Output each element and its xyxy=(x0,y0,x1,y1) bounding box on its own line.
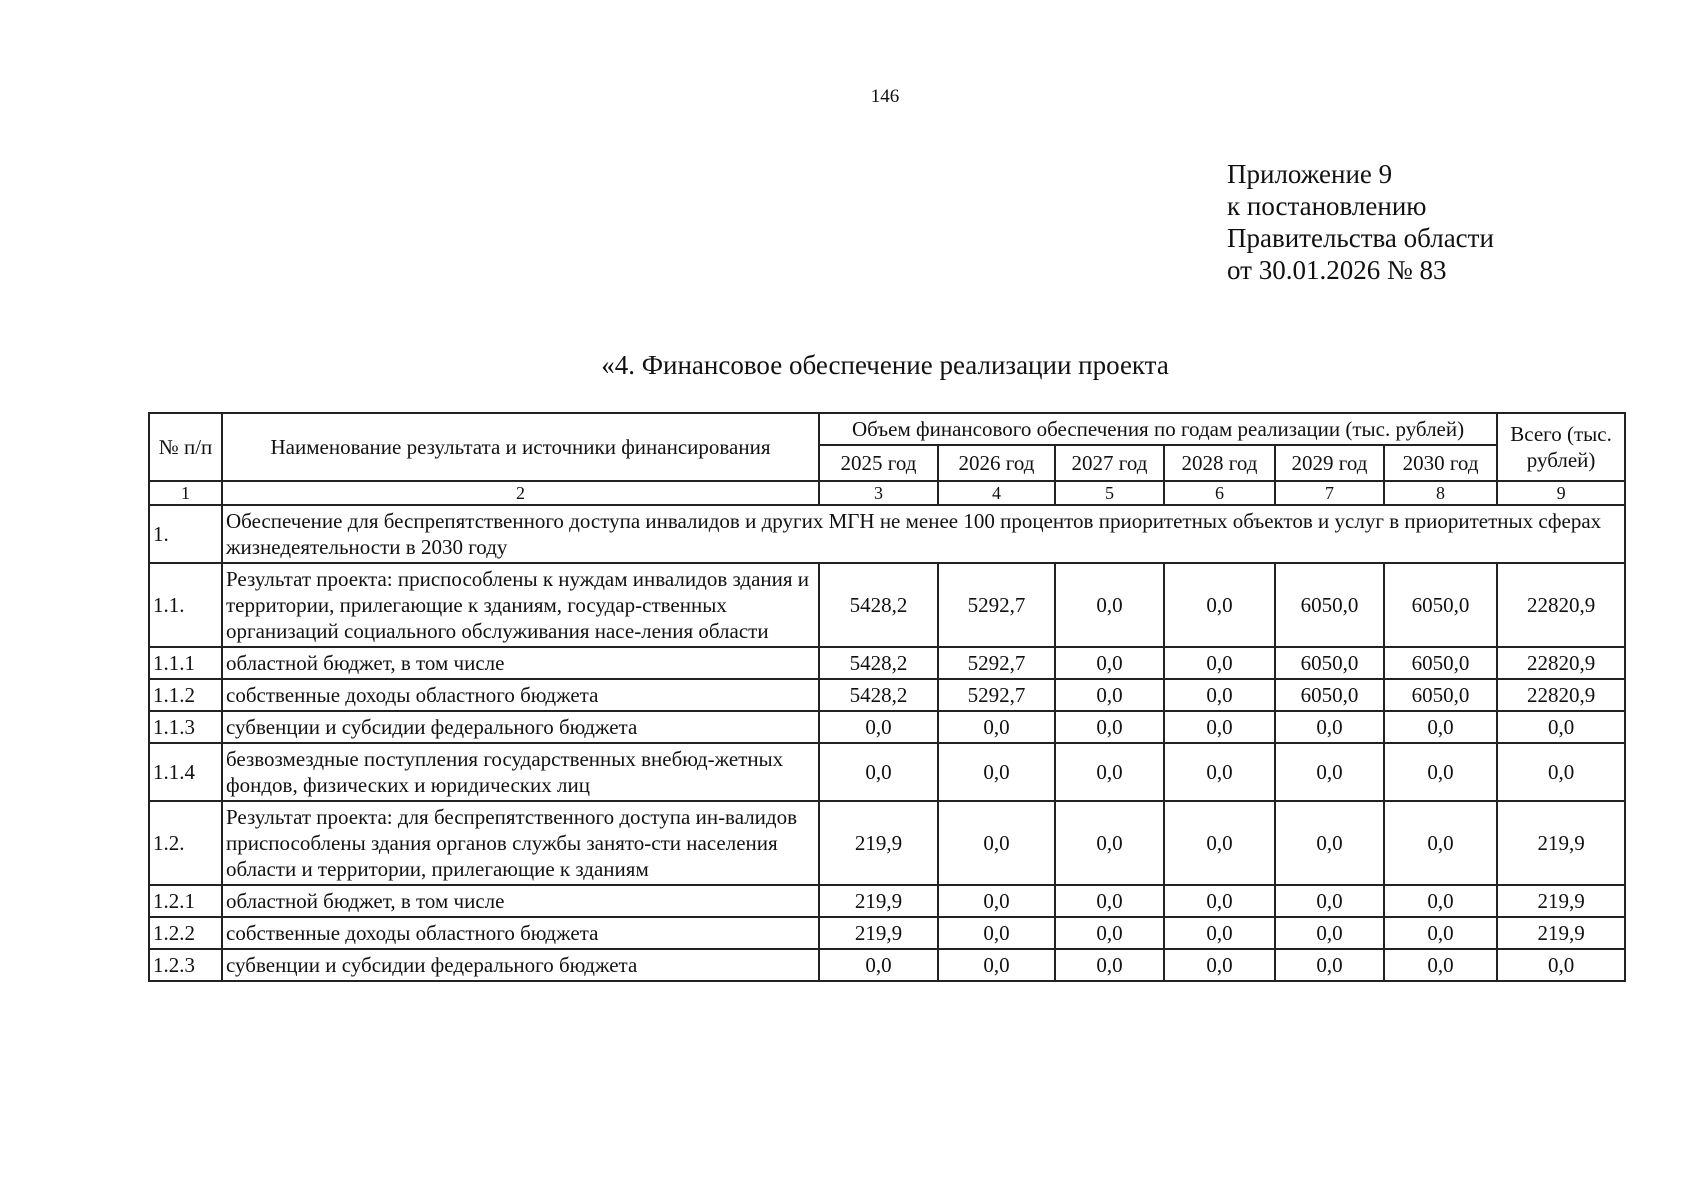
row-value: 22820,9 xyxy=(1497,647,1625,679)
row-value: 0,0 xyxy=(1164,711,1275,743)
row-value: 0,0 xyxy=(1164,679,1275,711)
row-name: Результат проекта: приспособлены к нуждам инвалидов здания и территории, прилегающие к зданиям, государ-ственных организаций социального обслуживания насе-ления области xyxy=(222,563,819,647)
header-volume: Объем финансового обеспечения по годам реализации (тыс. рублей) xyxy=(819,413,1497,445)
row-value: 219,9 xyxy=(1497,917,1625,949)
row-value: 0,0 xyxy=(1497,949,1625,981)
row-value: 219,9 xyxy=(819,801,938,885)
header-year: 2026 год xyxy=(938,445,1055,481)
row-value: 6050,0 xyxy=(1384,679,1497,711)
row-value: 0,0 xyxy=(1275,885,1384,917)
row-value: 219,9 xyxy=(819,917,938,949)
row-name: безвозмездные поступления государственных внебюд-жетных фондов, физических и юридических лиц xyxy=(222,743,819,801)
row-value: 0,0 xyxy=(1384,801,1497,885)
row-value: 0,0 xyxy=(1164,949,1275,981)
row-value: 0,0 xyxy=(1055,801,1164,885)
row-value: 5292,7 xyxy=(938,647,1055,679)
row-value: 0,0 xyxy=(1055,917,1164,949)
row-value: 0,0 xyxy=(1164,917,1275,949)
row-value: 219,9 xyxy=(1497,801,1625,885)
row-value: 6050,0 xyxy=(1275,563,1384,647)
row-value: 0,0 xyxy=(1497,743,1625,801)
row-name: Результат проекта: для беспрепятственного доступа ин-валидов приспособлены здания органов службы занято-сти населения области и территории, прилегающие к зданиям xyxy=(222,801,819,885)
section-text: Обеспечение для беспрепятственного доступа инвалидов и других МГН не менее 100 процентов приоритетных объектов и услуг в приоритетных сферах жизнедеятельности в 2030 году xyxy=(222,505,1625,563)
row-value: 0,0 xyxy=(938,801,1055,885)
table-row xyxy=(149,885,1625,917)
row-value: 0,0 xyxy=(1275,801,1384,885)
table-row xyxy=(149,711,1625,743)
table-row xyxy=(149,949,1625,981)
row-value: 0,0 xyxy=(1055,711,1164,743)
row-value: 0,0 xyxy=(1164,563,1275,647)
row-value: 5428,2 xyxy=(819,679,938,711)
row-value: 0,0 xyxy=(1055,949,1164,981)
row-value: 0,0 xyxy=(1055,885,1164,917)
table-row xyxy=(149,563,1625,647)
row-number: 1.2. xyxy=(149,801,222,885)
row-name: субвенции и субсидии федерального бюджета xyxy=(222,949,819,981)
row-name: областной бюджет, в том числе xyxy=(222,885,819,917)
row-value: 0,0 xyxy=(1055,743,1164,801)
header-year: 2027 год xyxy=(1055,445,1164,481)
section-title: «4. Финансовое обеспечение реализации проекта xyxy=(601,350,1169,380)
table-row xyxy=(149,679,1625,711)
row-value: 0,0 xyxy=(819,743,938,801)
row-number: 1.1.2 xyxy=(149,679,222,711)
row-value: 5428,2 xyxy=(819,563,938,647)
row-value: 0,0 xyxy=(819,711,938,743)
financing-table xyxy=(148,412,1626,982)
row-value: 5292,7 xyxy=(938,679,1055,711)
appendix-line: Правительства области xyxy=(1227,223,1494,253)
row-number: 1.2.3 xyxy=(149,949,222,981)
row-number: 1. xyxy=(149,505,222,563)
row-value: 0,0 xyxy=(1384,885,1497,917)
row-value: 0,0 xyxy=(938,949,1055,981)
appendix-line: к постановлению xyxy=(1227,191,1427,221)
row-value: 0,0 xyxy=(1384,711,1497,743)
row-number: 1.1.4 xyxy=(149,743,222,801)
row-value: 0,0 xyxy=(1055,563,1164,647)
header-year: 2025 год xyxy=(819,445,938,481)
row-value: 5292,7 xyxy=(938,563,1055,647)
row-value: 22820,9 xyxy=(1497,563,1625,647)
column-index: 4 xyxy=(938,481,1055,505)
row-value: 0,0 xyxy=(1164,801,1275,885)
row-value: 0,0 xyxy=(938,885,1055,917)
row-name: собственные доходы областного бюджета xyxy=(222,679,819,711)
appendix-line: от 30.01.2026 № 83 xyxy=(1227,255,1447,285)
row-value: 0,0 xyxy=(1384,743,1497,801)
column-index: 7 xyxy=(1275,481,1384,505)
row-value: 0,0 xyxy=(1275,949,1384,981)
column-index: 9 xyxy=(1497,481,1625,505)
row-value: 0,0 xyxy=(1275,917,1384,949)
header-total: Всего (тыс. рублей) xyxy=(1497,413,1625,481)
column-index: 3 xyxy=(819,481,938,505)
table-row xyxy=(149,647,1625,679)
row-value: 0,0 xyxy=(1384,949,1497,981)
header-num: № п/п xyxy=(149,413,222,481)
row-value: 6050,0 xyxy=(1275,647,1384,679)
column-index: 2 xyxy=(222,481,819,505)
table-row xyxy=(149,743,1625,801)
column-index: 8 xyxy=(1384,481,1497,505)
page-number: 146 xyxy=(870,86,900,107)
row-number: 1.1. xyxy=(149,563,222,647)
row-value: 219,9 xyxy=(819,885,938,917)
row-value: 219,9 xyxy=(1497,885,1625,917)
row-name: субвенции и субсидии федерального бюджета xyxy=(222,711,819,743)
row-value: 0,0 xyxy=(1384,917,1497,949)
header-row xyxy=(149,413,1625,445)
row-value: 0,0 xyxy=(1164,743,1275,801)
table-row xyxy=(149,801,1625,885)
row-name: областной бюджет, в том числе xyxy=(222,647,819,679)
header-name: Наименование результата и источники финансирования xyxy=(222,413,819,481)
column-index: 6 xyxy=(1164,481,1275,505)
column-index: 1 xyxy=(149,481,222,505)
row-number: 1.1.3 xyxy=(149,711,222,743)
row-value: 0,0 xyxy=(1275,743,1384,801)
row-value: 0,0 xyxy=(1164,647,1275,679)
appendix-line: Приложение 9 xyxy=(1227,159,1393,189)
row-value: 0,0 xyxy=(819,949,938,981)
row-number: 1.1.1 xyxy=(149,647,222,679)
row-value: 6050,0 xyxy=(1384,647,1497,679)
row-number: 1.2.1 xyxy=(149,885,222,917)
row-number: 1.2.2 xyxy=(149,917,222,949)
column-index: 5 xyxy=(1055,481,1164,505)
row-value: 6050,0 xyxy=(1384,563,1497,647)
row-value: 0,0 xyxy=(1055,679,1164,711)
row-value: 0,0 xyxy=(938,743,1055,801)
row-value: 0,0 xyxy=(1275,711,1384,743)
row-value: 0,0 xyxy=(1055,647,1164,679)
column-index-row xyxy=(149,481,1625,505)
header-year: 2030 год xyxy=(1384,445,1497,481)
header-year: 2029 год xyxy=(1275,445,1384,481)
section-row xyxy=(149,505,1625,563)
row-value: 0,0 xyxy=(1164,885,1275,917)
row-value: 6050,0 xyxy=(1275,679,1384,711)
appendix-block xyxy=(1227,158,1494,286)
row-value: 5428,2 xyxy=(819,647,938,679)
row-value: 0,0 xyxy=(938,917,1055,949)
header-year: 2028 год xyxy=(1164,445,1275,481)
table-row xyxy=(149,917,1625,949)
row-name: собственные доходы областного бюджета xyxy=(222,917,819,949)
row-value: 0,0 xyxy=(938,711,1055,743)
row-value: 22820,9 xyxy=(1497,679,1625,711)
row-value: 0,0 xyxy=(1497,711,1625,743)
